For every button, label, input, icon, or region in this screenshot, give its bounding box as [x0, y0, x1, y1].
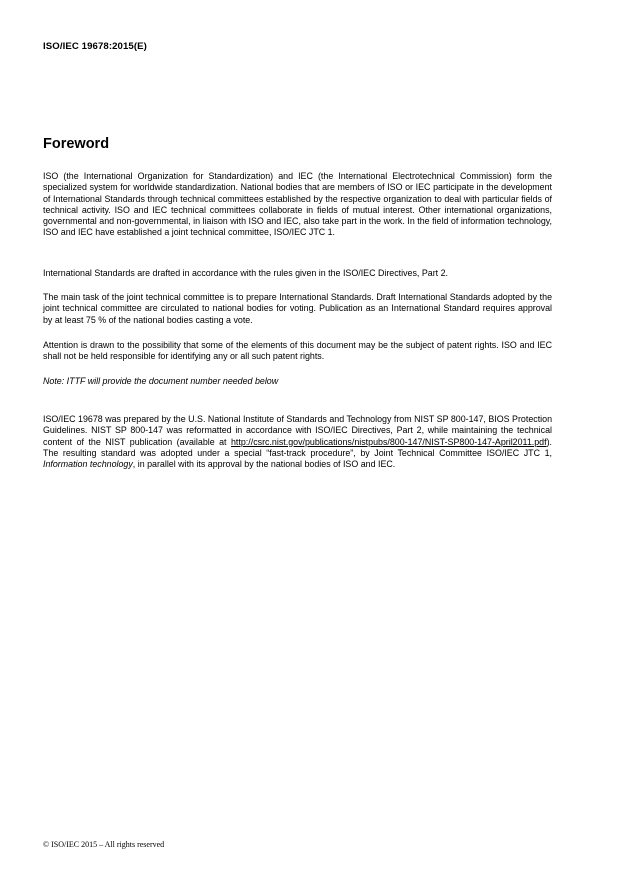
nist-publication-link[interactable]: http://csrc.nist.gov/publications/nistpubs/800-147/NIST-SP800-147-April2011.pdf [231, 436, 547, 447]
copyright-footer: © ISO/IEC 2015 – All rights reserved [43, 840, 165, 849]
document-id-header: ISO/IEC 19678:2015(E) [43, 41, 147, 52]
foreword-paragraph-preparation [43, 414, 552, 470]
foreword-paragraph-directives: International Standards are drafted in accordance with the rules given in the ISO/IEC Directives, Part 2. [43, 268, 449, 278]
preparation-text-middle: ). The resulting standard was adopted under a special “fast-track procedure”, by Joint Technical Committee ISO/IEC JTC 1, [43, 436, 552, 458]
foreword-paragraph-organizations: ISO (the International Organization for Standardization) and IEC (the International Electrotechnical Commission) form the specialized system for worldwide standardization. National bodies that are members of ISO or IEC participate in the development of International Standards through technical committees established by the respective organization to deal with particular fields of technical activity. ISO and IEC technical committees collaborate in fields of mutual interest. Other international organizations, governmental and non-governmental, in liaison with ISO and IEC, also take part in the work. In the field of information technology, ISO and IEC have established a joint technical committee, ISO/IEC JTC 1. [43, 171, 552, 238]
foreword-paragraph-main-task: The main task of the joint technical committee is to prepare International Standards. Draft International Standards adopted by the joint technical committee are circulated to national bodies for voting. Publication as an International Standard requires approval by at least 75 % of the national bodies casting a vote. [43, 292, 552, 325]
preparation-text-start: ISO/IEC 19678 was prepared by the U.S. National Institute of Standards and Technology from NIST SP 800-147, BIOS Protection Guidelines. NIST SP 800-147 was reformatted in accordance with ISO/IEC Directives, Part 2, while maintaining the technical content of the NIST publication (available at [43, 414, 552, 447]
preparation-text-end: , in parallel with its approval by the national bodies of ISO and IEC. [132, 459, 396, 470]
ittf-note: Note: ITTF will provide the document number needed below [43, 376, 279, 386]
foreword-paragraph-patent-rights: Attention is drawn to the possibility that some of the elements of this document may be the subject of patent rights. ISO and IEC shall not be held responsible for identifying any or all such patent rights. [43, 340, 552, 362]
information-technology-italic: Information technology [43, 459, 133, 470]
foreword-heading: Foreword [43, 136, 110, 152]
